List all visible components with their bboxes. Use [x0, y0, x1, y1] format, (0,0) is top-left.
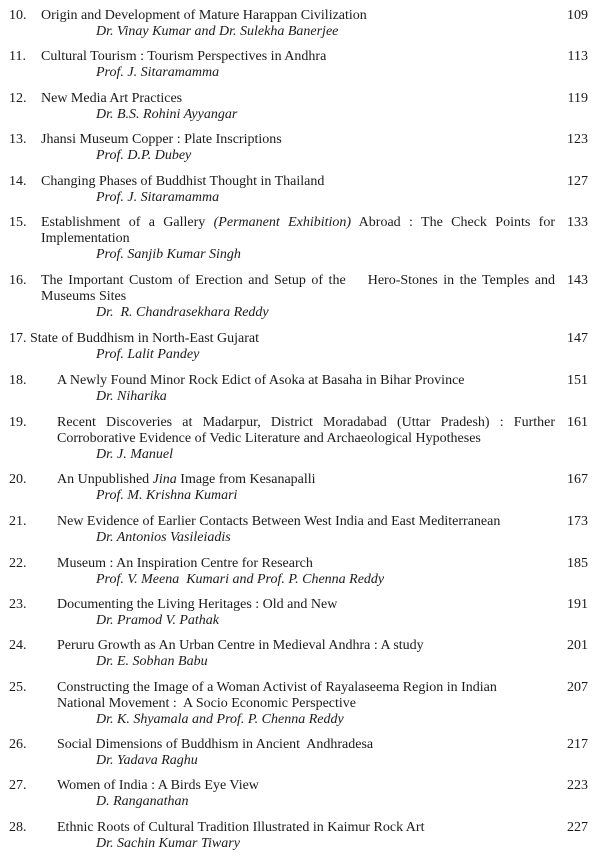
entry-page: 217 [567, 737, 588, 752]
entry-author: Dr. Pramod V. Pathak [96, 613, 220, 628]
entry-title: Origin and Development of Mature Harappan Civilization [41, 8, 367, 23]
entry-title: Peruru Growth as An Urban Centre in Medieval Andhra : A study [57, 638, 424, 653]
entry-author: Dr. Yadava Raghu [96, 753, 198, 768]
entry-number: 21. [9, 514, 27, 529]
entry-title: The Important Custom of Erection and Setup of the Hero-Stones in the Temples and Museums Sites [41, 273, 559, 304]
entry-number: 17. [9, 331, 27, 346]
entry-author: Prof. M. Krishna Kumari [96, 488, 238, 503]
entry-author: Prof. D.P. Dubey [96, 148, 192, 163]
entry-title: Cultural Tourism : Tourism Perspectives in Andhra [41, 49, 327, 64]
entry-page: 113 [567, 49, 588, 64]
entry-author: Prof. J. Sitaramamma [96, 190, 220, 205]
entry-page: 207 [567, 680, 588, 695]
entry-author: Prof. Lalit Pandey [96, 347, 200, 362]
entry-page: 109 [567, 8, 588, 23]
entry-number: 15. [9, 215, 27, 230]
entry-page: 119 [567, 91, 588, 106]
entry-number: 24. [9, 638, 27, 653]
entry-number: 26. [9, 737, 27, 752]
entry-title: Establishment of a Gallery (Permanent Exhibition) Abroad : The Check Points for Implementation [41, 215, 555, 246]
entry-author: Dr. E. Sobhan Babu [96, 654, 208, 669]
entry-page: 201 [567, 638, 588, 653]
entry-author: Dr. J. Manuel [96, 447, 173, 462]
entry-title-italic: (Permanent Exhibition) [213, 215, 352, 230]
entry-number: 23. [9, 597, 27, 612]
entry-page: 167 [567, 472, 588, 487]
entry-page: 191 [567, 597, 588, 612]
entry-number: 19. [9, 415, 27, 430]
entry-author: Prof. V. Meena Kumari and Prof. P. Chenna Reddy [96, 572, 385, 587]
entry-page: 123 [567, 132, 588, 147]
entry-page: 185 [567, 556, 588, 571]
entry-page: 161 [567, 415, 588, 430]
entry-title: Documenting the Living Heritages : Old and New [57, 597, 338, 612]
entry-title: Ethnic Roots of Cultural Tradition Illustrated in Kaimur Rock Art [57, 820, 425, 835]
entry-title: Social Dimensions of Buddhism in Ancient Andhradesa [57, 737, 374, 752]
entry-author: Dr. Niharika [96, 389, 167, 404]
entry-title: Women of India : A Birds Eye View [57, 778, 259, 793]
entry-page: 127 [567, 174, 588, 189]
entry-page: 143 [567, 273, 588, 288]
entry-number: 25. [9, 680, 27, 695]
entry-author: Dr. Sachin Kumar Tiwary [96, 836, 240, 851]
entry-number: 14. [9, 174, 27, 189]
entry-title-italic: Jina [152, 472, 177, 487]
entry-number: 16. [9, 273, 27, 288]
entry-author: D. Ranganathan [96, 794, 189, 809]
entry-page: 223 [567, 778, 588, 793]
entry-title: Recent Discoveries at Madarpur, District Moradabad (Uttar Pradesh) : Further Corroborative Evidence of Vedic Literature and Archaeological Hypotheses [57, 415, 555, 446]
entry-number: 13. [9, 132, 27, 147]
entry-author: Prof. J. Sitaramamma [96, 65, 220, 80]
entry-number: 28. [9, 820, 27, 835]
entry-number: 27. [9, 778, 27, 793]
entry-page: 133 [567, 215, 588, 230]
entry-title: Jhansi Museum Copper : Plate Inscriptions [41, 132, 282, 147]
entry-title: New Evidence of Earlier Contacts Between West India and East Mediterranean [57, 514, 501, 529]
entry-title: 17. State of Buddhism in North-East Gujarat [9, 331, 260, 346]
entry-title: Constructing the Image of a Woman Activist of Rayalaseema Region in Indian National Movement : A Socio Economic Perspective [57, 680, 497, 711]
entry-title: Changing Phases of Buddhist Thought in Thailand [41, 174, 325, 189]
entry-number: 22. [9, 556, 27, 571]
entry-page: 147 [567, 331, 588, 346]
entry-page: 227 [567, 820, 588, 835]
entry-title: New Media Art Practices [41, 91, 183, 106]
entry-number: 11. [9, 49, 26, 64]
entry-author: Dr. Vinay Kumar and Dr. Sulekha Banerjee [96, 24, 339, 39]
entry-author: Dr. R. Chandrasekhara Reddy [96, 305, 269, 320]
entry-author: Dr. B.S. Rohini Ayyangar [96, 107, 238, 122]
entry-number: 10. [9, 8, 27, 23]
entry-author: Dr. K. Shyamala and Prof. P. Chenna Reddy [96, 712, 344, 727]
entry-number: 12. [9, 91, 27, 106]
entry-author: Dr. Antonios Vasileiadis [96, 530, 231, 545]
entry-author: Prof. Sanjib Kumar Singh [96, 247, 241, 262]
entry-number: 18. [9, 373, 27, 388]
entry-title: Museum : An Inspiration Centre for Research [57, 556, 313, 571]
entry-number: 20. [9, 472, 27, 487]
entry-page: 173 [567, 514, 588, 529]
entry-title: An Unpublished Jina Image from Kesanapalli [57, 472, 316, 487]
entry-title: A Newly Found Minor Rock Edict of Asoka at Basaha in Bihar Province [57, 373, 465, 388]
entry-page: 151 [567, 373, 588, 388]
